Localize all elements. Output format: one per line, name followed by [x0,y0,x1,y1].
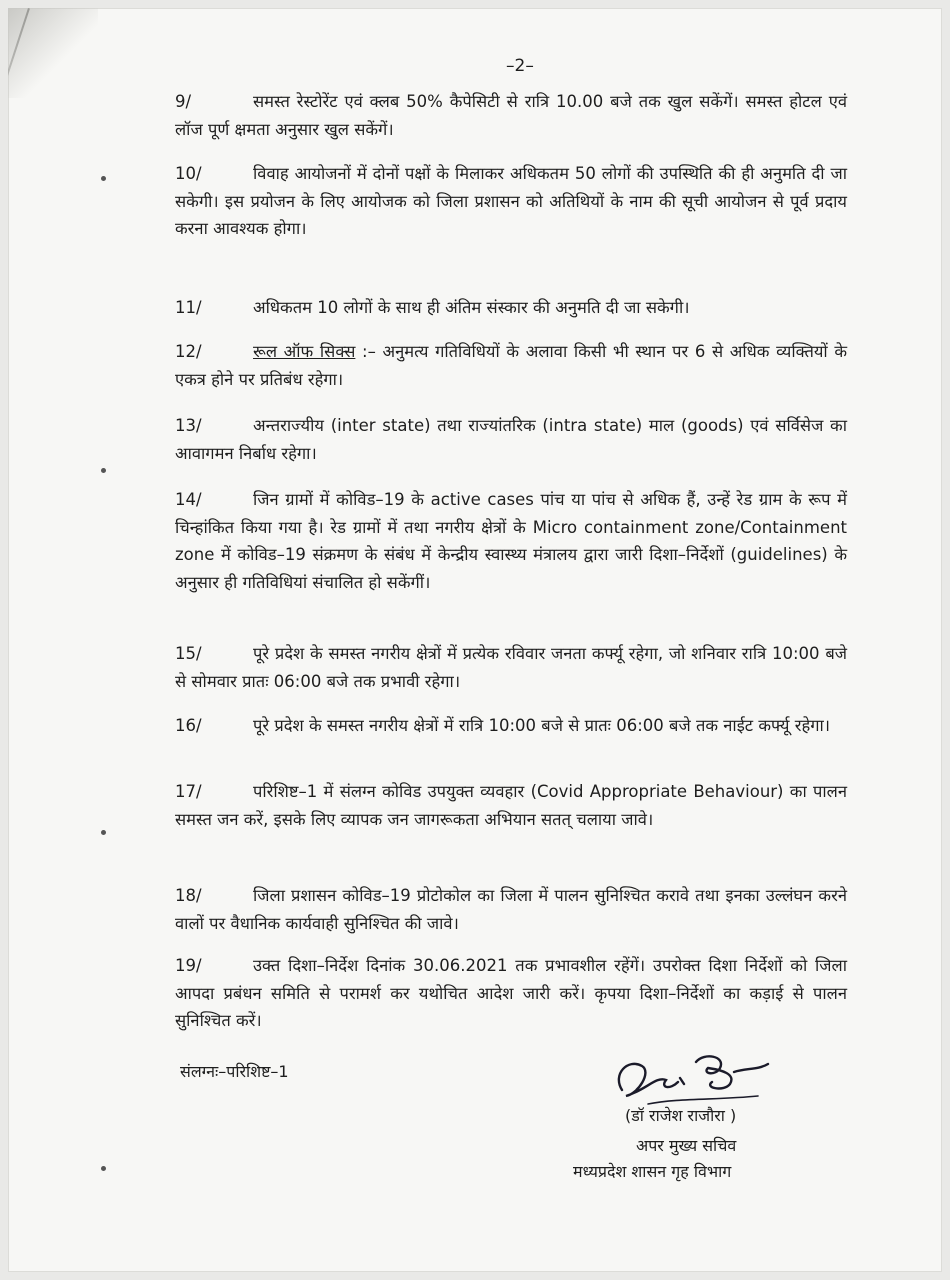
paragraph-number: 17/ [175,782,202,801]
paragraph-number: 10/ [175,164,202,183]
paragraph-number: 19/ [175,956,202,975]
margin-dot [101,830,106,835]
paragraph-text: :– अनुमत्य गतिविधियों के अलावा किसी भी स्थान पर 6 से अधिक व्यक्तियों के एकत्र होने पर प्रतिबंध रहेगा। [175,342,848,389]
paragraph-text: जिला प्रशासन कोविड–19 प्रोटोकोल का जिला में पालन सुनिश्चित करावे तथा इनका उल्लंघन करने वालों पर वैधानिक कार्यवाही सुनिश्चित की जावे। [175,886,847,933]
page-corner-shadow [8,8,98,98]
page-number: –2– [506,56,534,76]
paragraph-title: रूल ऑफ सिक्स [253,342,356,361]
attachment-note: संलग्नः–परिशिष्ट–1 [180,1062,289,1081]
paragraph-11 [175,294,847,322]
signatory-designation: अपर मुख्य सचिव [636,1136,737,1155]
paragraph-15 [175,640,847,695]
paragraph-text: समस्त रेस्टोरेंट एवं क्लब 50% कैपेसिटी से रात्रि 10.00 बजे तक खुल सकेंगें। समस्त होटल एवं लॉज पूर्ण क्षमता अनुसार खुल सकेंगें। [175,92,847,139]
margin-dot [101,1166,106,1171]
paragraph-18 [175,882,847,937]
paragraph-text: जिन ग्रामों में कोविड–19 के active cases पांच या पांच से अधिक हैं, उन्हें रेड ग्राम के रूप में चिन्हांकित किया गया है। रेड ग्रामों में तथा नगरीय क्षेत्रों के Micro containment zone/Containment zone में कोविड–19 संक्रमण के संबंध में केन्द्रीय स्वास्थ्य मंत्रालय द्वारा जारी दिशा–निर्देशों (guidelines) के अनुसार ही गतिविधियां संचालित हो सकेंगीं। [175,490,847,592]
document-page [8,8,942,1272]
paragraph-text: अन्तराज्यीय (inter state) तथा राज्यांतरिक (intra state) माल (goods) एवं सर्विसेज का आवागमन निर्बाध रहेगा। [175,416,847,463]
paragraph-number: 18/ [175,886,202,905]
paragraph-16 [175,712,847,740]
paragraph-text: परिशिष्ट–1 में संलग्न कोविड उपयुक्त व्यवहार (Covid Appropriate Behaviour) का पालन समस्त जन करें, इसके लिए व्यापक जन जागरूकता अभियान सतत् चलाया जावे। [175,782,847,829]
paragraph-number: 13/ [175,416,202,435]
paragraph-17 [175,778,847,833]
signatory-name: (डॉ राजेश राजौरा ) [625,1106,737,1125]
margin-dot [101,468,106,473]
paragraph-text: अधिकतम 10 लोगों के साथ ही अंतिम संस्कार की अनुमति दी जा सकेगी। [253,298,690,317]
paragraph-number: 11/ [175,298,202,317]
paragraph-9 [175,88,847,143]
paragraph-14 [175,486,847,596]
signatory-department: मध्यप्रदेश शासन गृह विभाग [573,1162,732,1181]
paragraph-text: विवाह आयोजनों में दोनों पक्षों के मिलाकर अधिकतम 50 लोगों की उपस्थिति की ही अनुमति दी जा सकेगी। इस प्रयोजन के लिए आयोजक को जिला प्रशासन को अतिथियों के नाम की सूची आयोजन से पूर्व प्रदाय करना आवश्यक होगा। [175,164,847,238]
paragraph-number: 14/ [175,490,202,509]
paragraph-number: 15/ [175,644,202,663]
margin-dot [101,176,106,181]
paragraph-text: उक्त दिशा–निर्देश दिनांक 30.06.2021 तक प्रभावशील रहेंगें। उपरोक्त दिशा निर्देशों को जिला आपदा प्रबंधन समिति से परामर्श कर यथोचित आदेश जारी करें। कृपया दिशा–निर्देशों का कड़ाई से पालन सुनिश्चित करें। [175,956,847,1030]
paragraph-text: पूरे प्रदेश के समस्त नगरीय क्षेत्रों में रात्रि 10:00 बजे से प्रातः 06:00 बजे तक नाईट कर्फ्यू रहेगा। [253,716,831,735]
signature-image [608,1050,778,1112]
paragraph-number: 12/ [175,342,202,361]
paragraph-13 [175,412,847,467]
paragraph-number: 9/ [175,92,192,111]
paragraph-number: 16/ [175,716,202,735]
paragraph-text: पूरे प्रदेश के समस्त नगरीय क्षेत्रों में प्रत्येक रविवार जनता कर्फ्यू रहेगा, जो शनिवार रात्रि 10:00 बजे से सोमवार प्रातः 06:00 बजे तक प्रभावी रहेगा। [175,644,847,691]
paragraph-12 [175,338,847,393]
paragraph-19 [175,952,847,1035]
paragraph-10 [175,160,847,243]
